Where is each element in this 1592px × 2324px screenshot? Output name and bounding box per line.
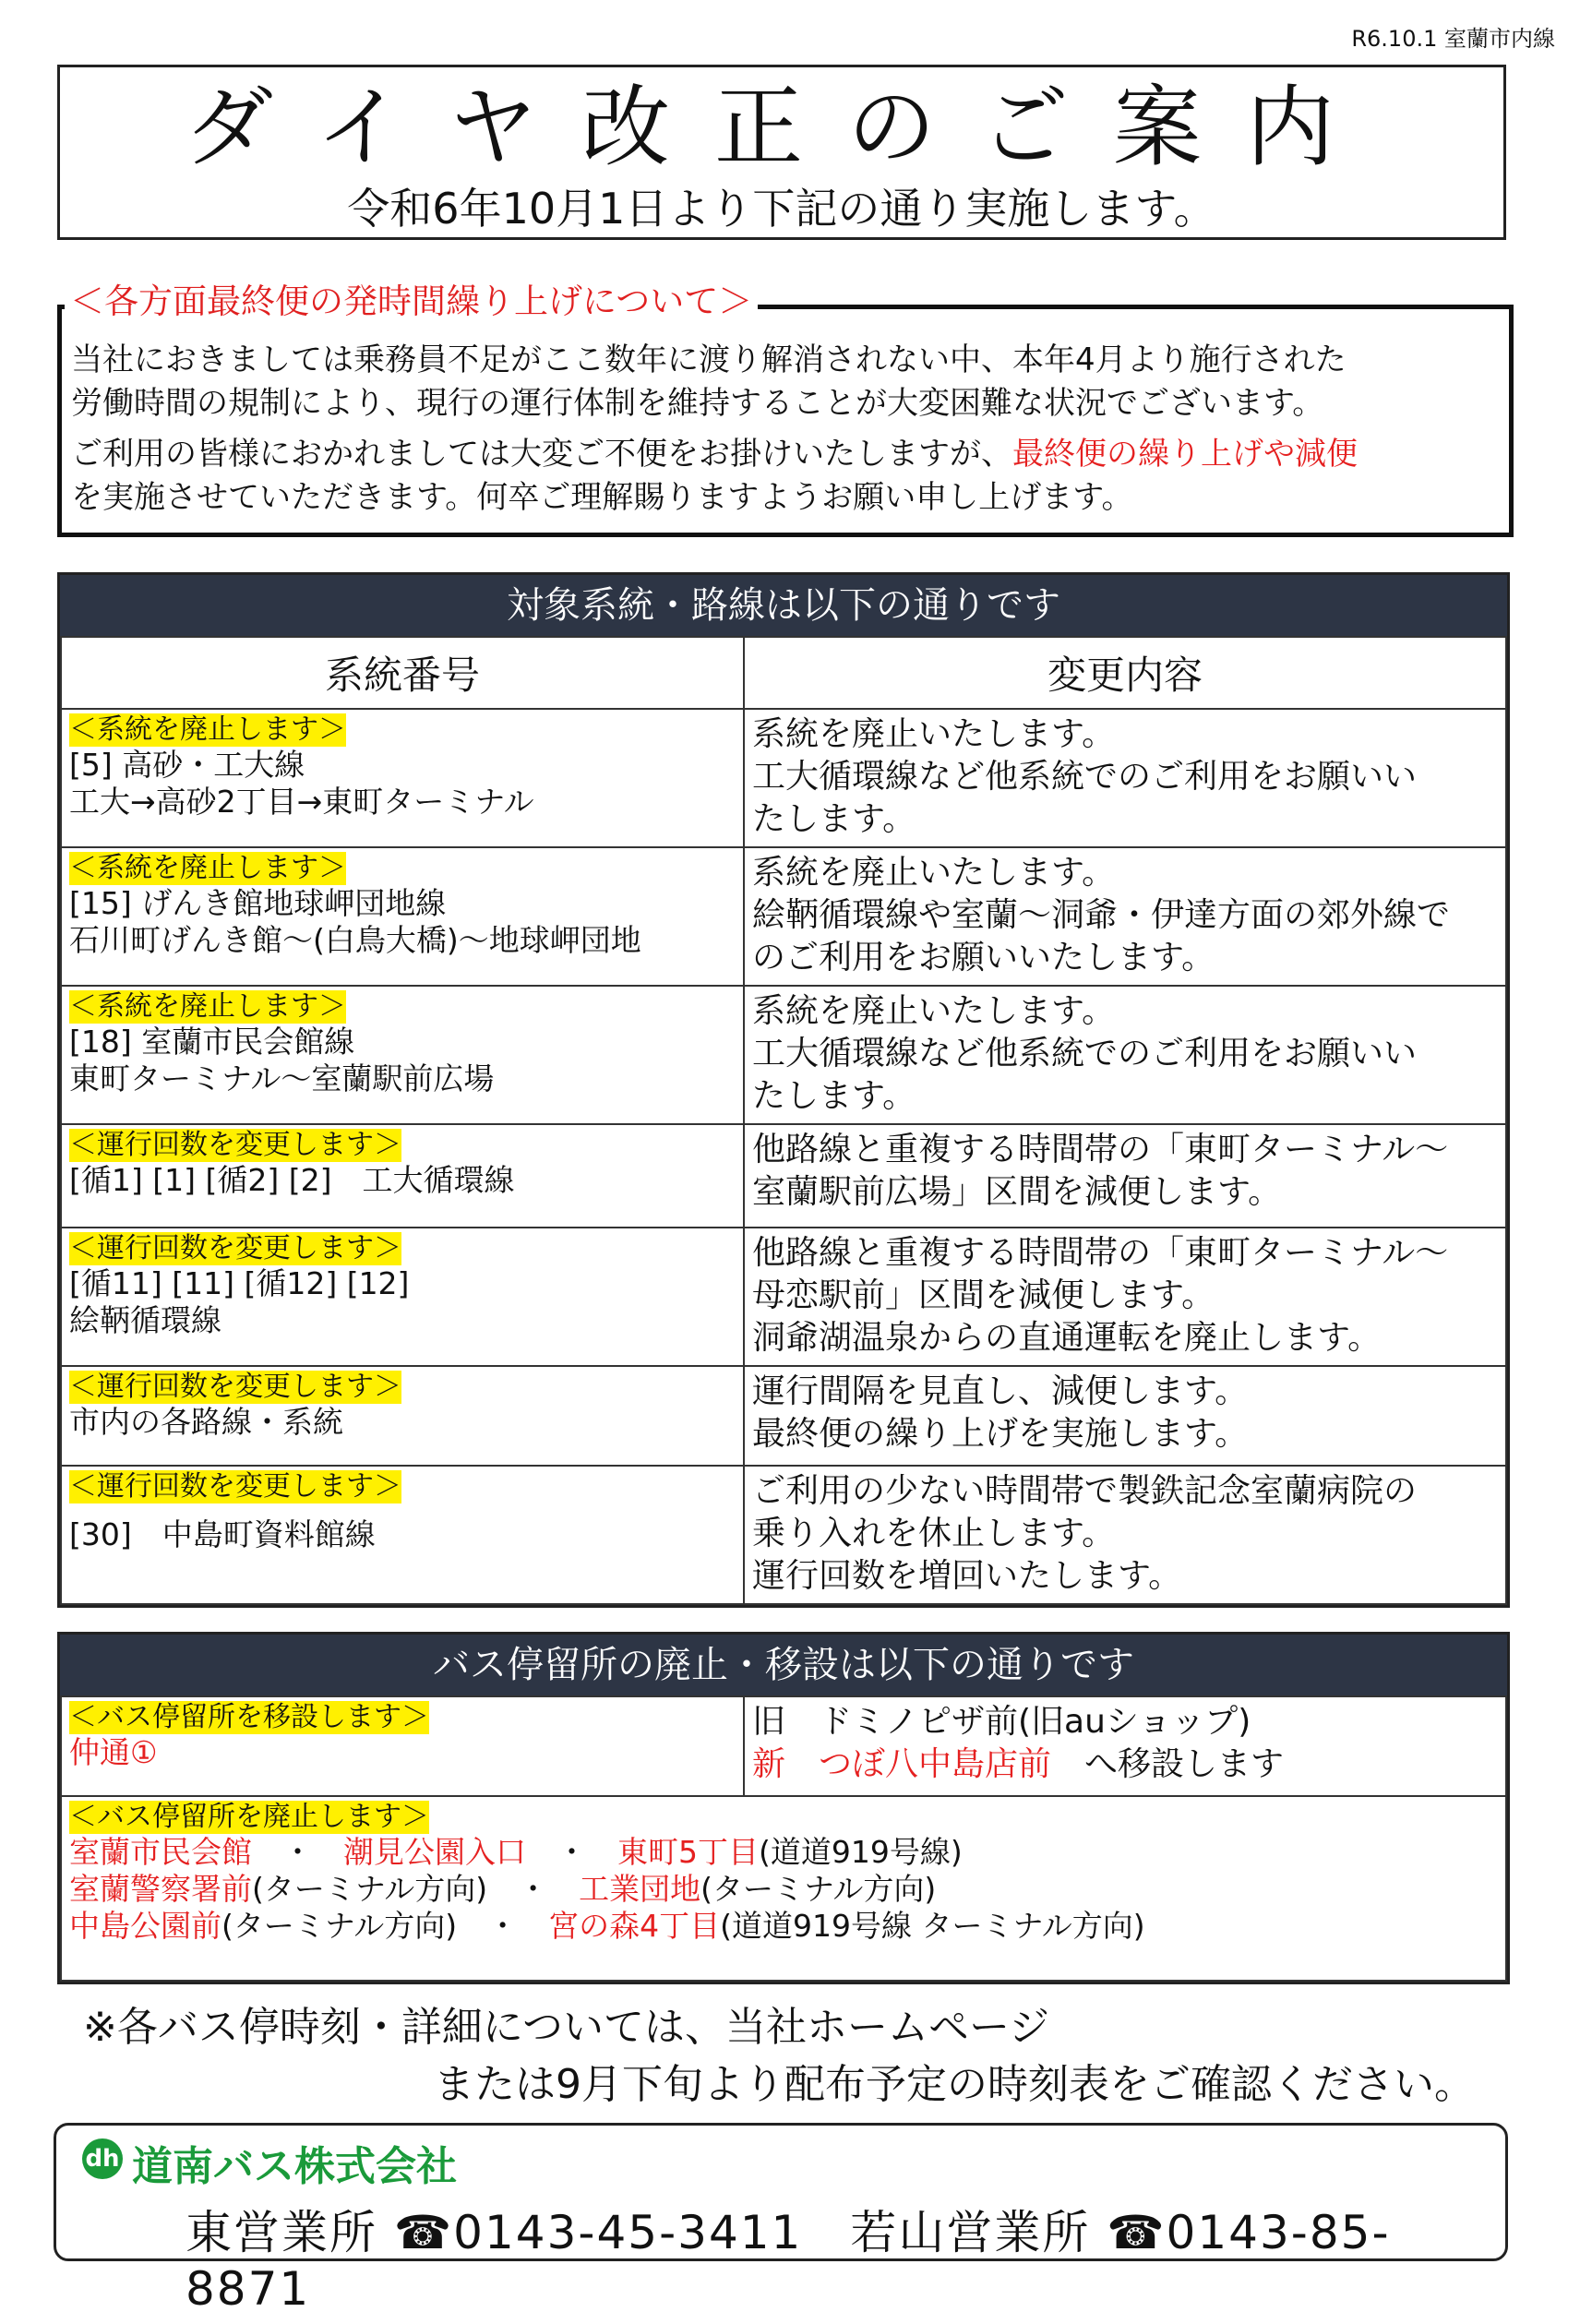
table-row [61, 986, 1506, 1124]
company-name: 道南バス株式会社 [132, 2143, 457, 2190]
route-detail: 石川町げんき館～(白鳥大橋)～地球岬団地 [69, 922, 641, 958]
change-text: 運行回数を増回いたします。 [752, 1557, 1182, 1595]
abolished-stop: 工業団地 [579, 1871, 701, 1907]
status-tag: ＜運行回数を変更します＞ [69, 1232, 401, 1264]
abolished-stops-line [69, 1908, 1498, 1945]
abolished-stops-line [69, 1871, 1498, 1908]
table-row [61, 1228, 1506, 1366]
table-row [61, 1366, 1506, 1466]
route-name: [循11] [11] [循12] [12] [69, 1265, 410, 1301]
status-tag: ＜運行回数を変更します＞ [69, 1470, 401, 1503]
status-tag: ＜バス停留所を移設します＞ [69, 1701, 429, 1733]
table-row [61, 1124, 1506, 1228]
change-text: 洞爺湖温泉からの直通運転を廃止します。 [752, 1319, 1382, 1357]
abolished-stop: 室蘭警察署前 [69, 1871, 252, 1907]
page-title: ダイヤ改正のご案内 [184, 76, 1380, 179]
footnote: ※各バス停時刻・詳細については、当社ホームページ [83, 2004, 1050, 2051]
stop-note: (道道919号線 ターミナル方向) [720, 1908, 1145, 1944]
route-detail: 絵鞆循環線 [69, 1302, 221, 1338]
table-header-row [61, 637, 1506, 709]
route-name: 市内の各路線・系統 [69, 1404, 343, 1440]
notice-line [71, 433, 1500, 476]
status-tag: ＜系統を廃止します＞ [69, 713, 346, 746]
company-contacts: 東営業所 ☎0143-45-3411 若山営業所 ☎0143-85-8871 [186, 2206, 1391, 2316]
column-header: 系統番号 [61, 637, 744, 709]
change-text: 乗り入れを休止します。 [752, 1515, 1116, 1552]
document-reference: R6.10.1 室蘭市内線 [1351, 26, 1555, 52]
change-text: のご利用をお願いいたします。 [752, 939, 1215, 976]
new-location: 新 つぼ八中島店前 [752, 1745, 1052, 1783]
new-location-suffix: へ移設します [1051, 1745, 1285, 1783]
footnote: または9月下旬より配布予定の時刻表をご確認ください。 [434, 2061, 1475, 2108]
abolished-stop: 東町5丁目 [617, 1834, 759, 1870]
stop-note: (ターミナル方向) ・ [221, 1908, 549, 1944]
separator: ・ [526, 1834, 617, 1870]
stop-note: (ターミナル方向) ・ [252, 1871, 580, 1907]
stop-note: (道道919号線) [759, 1834, 963, 1870]
notice-paragraph-1 [71, 339, 1500, 425]
change-text: 室蘭駅前広場」区間を減便します。 [752, 1173, 1282, 1211]
change-text: 系統を廃止いたします。 [752, 992, 1116, 1030]
change-text: 最終便の繰り上げを実施します。 [752, 1415, 1249, 1453]
routes-table [60, 636, 1507, 1605]
notice-text: ご利用の皆様におかれましては大変ご不便をお掛けいたしますが、 [71, 436, 1012, 473]
route-name: [18] 室蘭市民会館線 [69, 1024, 355, 1060]
notice-line: 労働時間の規制により、現行の運行体制を維持することが大変困難な状況でございます。 [71, 385, 1324, 422]
route-name: [循1] [1] [循2] [2] 工大循環線 [69, 1162, 515, 1198]
change-text: ご利用の少ない時間帯で製鉄記念室蘭病院の [752, 1472, 1418, 1510]
notice-line: を実施させていただきます。何卒ご理解賜りますようお願い申し上げます。 [71, 479, 1133, 516]
notice-paragraph-2 [71, 433, 1500, 520]
change-text: 系統を廃止いたします。 [752, 854, 1116, 892]
table-row [61, 1696, 1506, 1796]
table-row [61, 1796, 1506, 1981]
route-name: [30] 中島町資料館線 [69, 1516, 376, 1552]
table-row [61, 847, 1506, 986]
stops-panel [57, 1632, 1510, 1984]
table-row [61, 1466, 1506, 1604]
status-tag: ＜系統を廃止します＞ [69, 990, 346, 1023]
status-tag: ＜運行回数を変更します＞ [69, 1371, 401, 1403]
abolished-stop: 室蘭市民会館 [69, 1834, 252, 1870]
route-detail: 工大→高砂2丁目→東町ターミナル [69, 784, 534, 820]
route-detail: 東町ターミナル～室蘭駅前広場 [69, 1060, 495, 1096]
change-text: 母恋駅前」区間を減便します。 [752, 1276, 1215, 1314]
abolished-stop: 宮の森4丁目 [548, 1908, 721, 1944]
change-text: 工大循環線など他系統でのご利用をお願いい [752, 1035, 1418, 1072]
notice-box [57, 305, 1514, 537]
notice-highlight: 最終便の繰り上げや減便 [1012, 436, 1358, 473]
change-text: 他路線と重複する時間帯の「東町ターミナル～ [752, 1234, 1449, 1272]
separator: ・ [252, 1834, 343, 1870]
change-text: 系統を廃止いたします。 [752, 715, 1116, 753]
routes-heading: 対象系統・路線は以下の通りです [60, 575, 1507, 636]
status-tag: ＜バス停留所を廃止します＞ [69, 1801, 429, 1833]
change-text: 工大循環線など他系統でのご利用をお願いい [752, 758, 1418, 796]
route-name: [5] 高砂・工大線 [69, 747, 305, 783]
notice-heading: ＜各方面最終便の発時間繰り上げについて＞ [65, 273, 758, 323]
abolished-stop: 潮見公園入口 [343, 1834, 526, 1870]
routes-panel [57, 572, 1510, 1608]
moved-stop-name: 仲通① [69, 1734, 158, 1770]
stop-note: (ターミナル方向) [700, 1871, 937, 1907]
stops-table [60, 1695, 1507, 1982]
notice-line: 当社におきましては乗務員不足がここ数年に渡り解消されない中、本年4月より施行された [71, 341, 1347, 378]
stops-heading: バス停留所の廃止・移設は以下の通りです [60, 1635, 1507, 1695]
company-box [54, 2123, 1508, 2316]
page-subtitle: 令和6年10月1日より下記の通り実施します。 [347, 184, 1216, 234]
abolished-stop: 中島公園前 [69, 1908, 221, 1944]
status-tag: ＜系統を廃止します＞ [69, 852, 346, 884]
table-row [61, 709, 1506, 847]
column-header: 変更内容 [744, 637, 1506, 709]
change-text: たします。 [752, 800, 916, 838]
title-box [57, 65, 1506, 240]
change-text: たします。 [752, 1077, 916, 1115]
status-tag: ＜運行回数を変更します＞ [69, 1129, 401, 1161]
old-location: 旧 ドミノピザ前(旧auショップ) [752, 1703, 1251, 1741]
route-name: [15] げんき館地球岬団地線 [69, 885, 447, 921]
change-text: 他路線と重複する時間帯の「東町ターミナル～ [752, 1131, 1449, 1168]
change-text: 絵鞆循環線や室蘭～洞爺・伊達方面の郊外線で [752, 896, 1451, 934]
change-text: 運行間隔を見直し、減便します。 [752, 1372, 1249, 1410]
company-logo-icon: dh [82, 2138, 123, 2179]
abolished-stops-line [69, 1834, 1498, 1871]
